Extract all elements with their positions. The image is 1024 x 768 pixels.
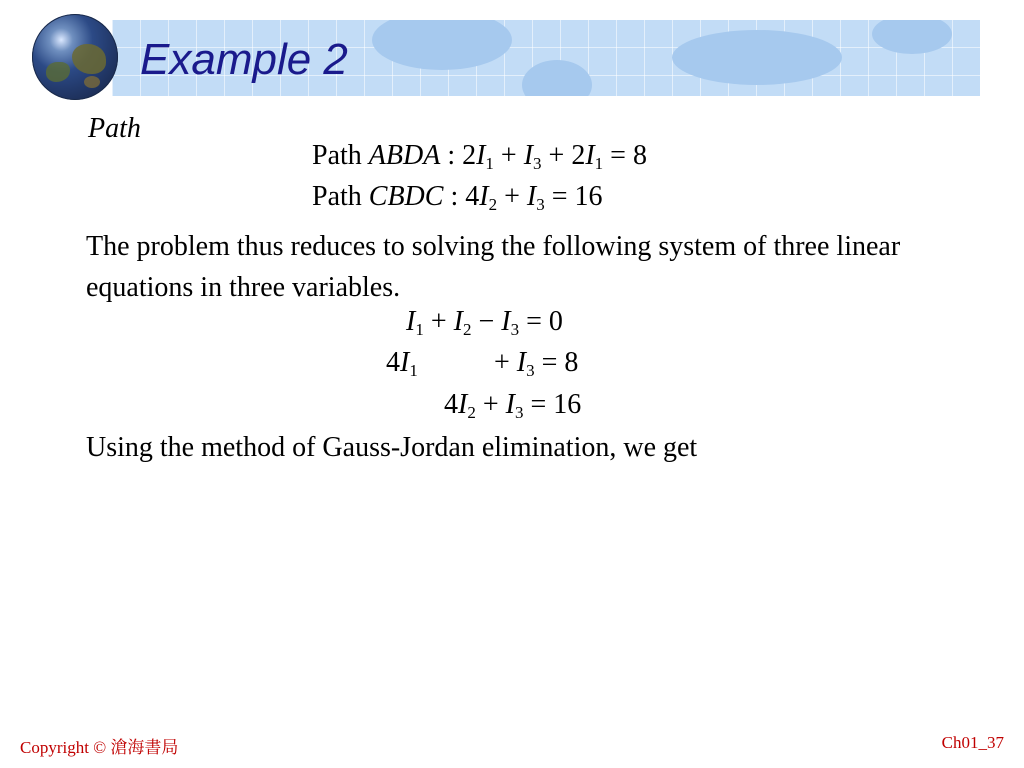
slide-number: Ch01_37	[941, 733, 1004, 752]
system-equation-3: $4I_2 + I_3 = 16$	[444, 389, 582, 422]
path-heading: Path	[88, 113, 141, 144]
globe-logo-icon	[32, 14, 118, 100]
slide-title: Example 2	[140, 35, 348, 84]
system-equation-2-right: + $I_3 = 8$	[494, 347, 579, 380]
path-equation-cbdc: Path CBDC : $4I_2 + I_3 = 16$	[312, 181, 603, 214]
footer-copyright: Copyright © 滄海書局	[20, 738, 179, 757]
conclusion-text: Using the method of Gauss-Jordan elimination, we get	[86, 432, 698, 463]
system-equation-2-left: $4I_1$	[386, 347, 418, 380]
path-equation-abda: Path ABDA : $2I_1 + I_3 + 2I_1 = 8$	[312, 140, 647, 173]
system-equation-1: $I_1 + I_2 - I_3 = 0$	[406, 306, 563, 339]
body-paragraph: The problem thus reduces to solving the following system of three linear equations in three variables.	[86, 231, 901, 303]
